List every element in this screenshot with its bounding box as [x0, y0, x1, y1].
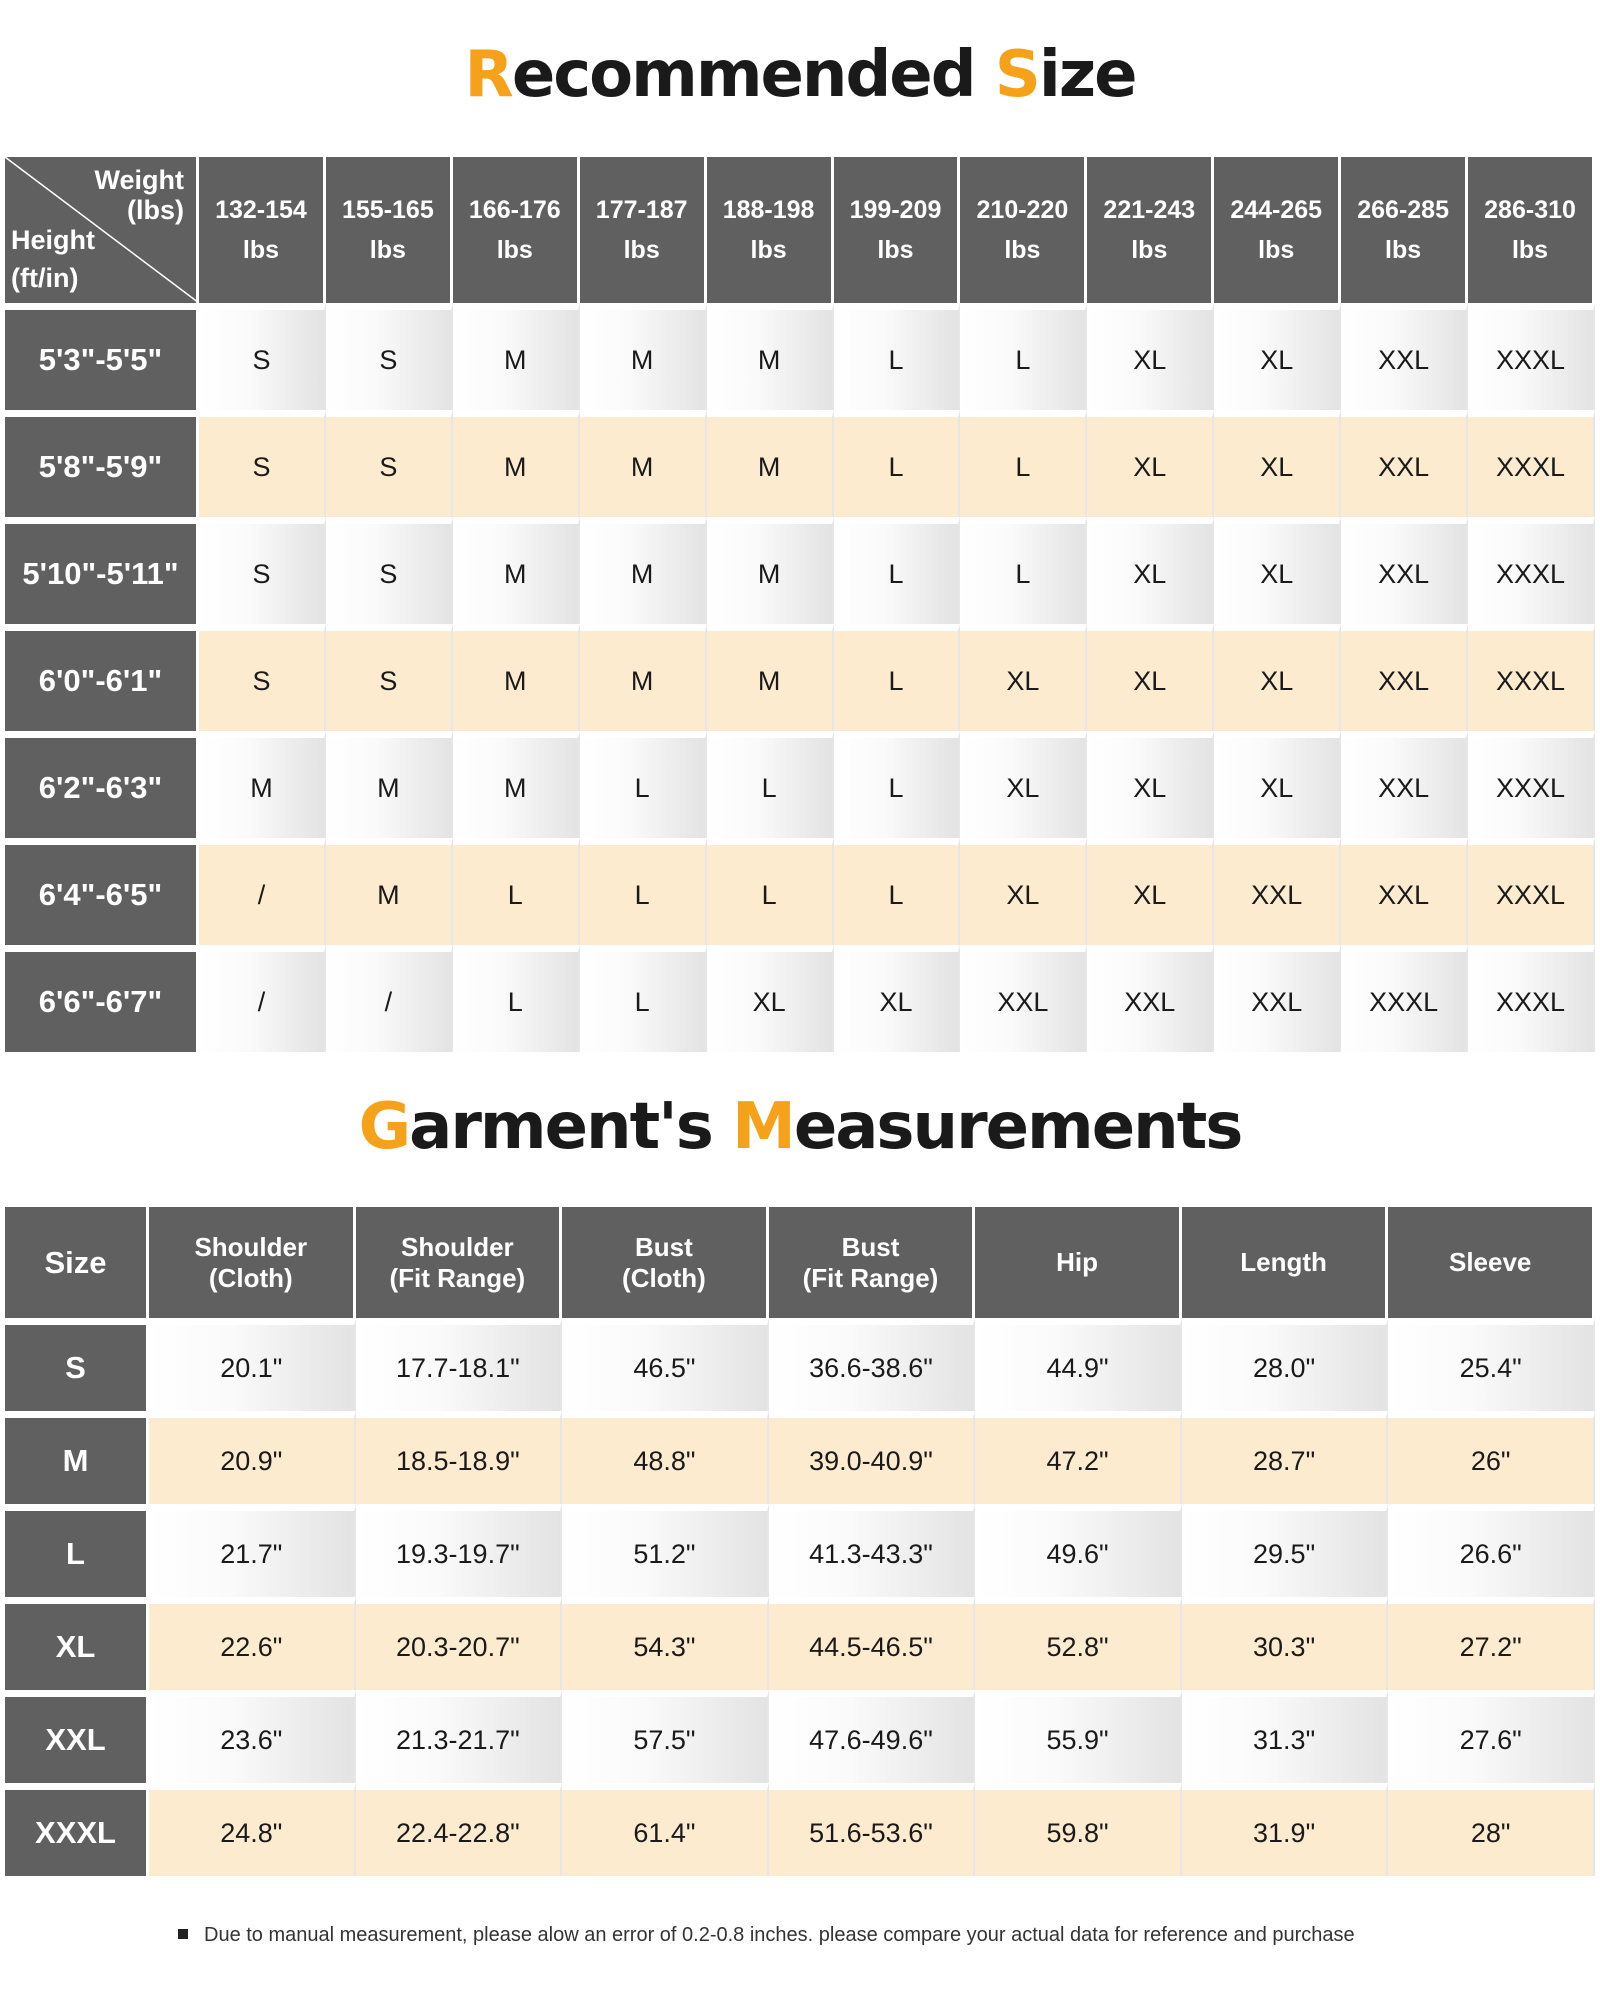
- weight-header-cell: 210-220 lbs: [960, 157, 1087, 303]
- size-cell: L: [834, 731, 961, 838]
- size-cell: XL: [1214, 303, 1341, 410]
- measure-header-cell: Hip: [975, 1207, 1182, 1318]
- size-cell: XXXL: [1468, 303, 1595, 410]
- size-cell: XL: [1087, 517, 1214, 624]
- size-cell: S: [199, 517, 326, 624]
- measure-header-cell: Size: [5, 1207, 149, 1318]
- size-row-header: XXL: [5, 1690, 149, 1783]
- size-cell: XL: [960, 624, 1087, 731]
- measure-table-row: [5, 1783, 1595, 1876]
- measure-header-cell: Shoulder (Cloth): [149, 1207, 356, 1318]
- size-cell: XL: [960, 731, 1087, 838]
- weight-header-cell: 199-209 lbs: [834, 157, 961, 303]
- size-cell: L: [580, 945, 707, 1052]
- measurement-cell: 44.5-46.5": [769, 1597, 976, 1690]
- measurement-cell: 18.5-18.9": [356, 1411, 563, 1504]
- weight-header-cell: 132-154 lbs: [199, 157, 326, 303]
- size-cell: M: [580, 624, 707, 731]
- measurement-cell: 41.3-43.3": [769, 1504, 976, 1597]
- size-cell: M: [326, 838, 453, 945]
- size-cell: XXL: [1214, 945, 1341, 1052]
- size-cell: XXL: [1087, 945, 1214, 1052]
- garment-measurements-title: Garment's Measurements: [358, 1090, 1242, 1164]
- measurement-cell: 31.9": [1182, 1783, 1389, 1876]
- size-cell: M: [453, 517, 580, 624]
- weight-header-cell: 266-285 lbs: [1341, 157, 1468, 303]
- size-cell: XXL: [1341, 303, 1468, 410]
- measure-table-row: [5, 1411, 1595, 1504]
- height-row-header: 5'8"-5'9": [5, 410, 199, 517]
- size-cell: XL: [834, 945, 961, 1052]
- measurement-cell: 28.0": [1182, 1318, 1389, 1411]
- measure-table-row: [5, 1318, 1595, 1411]
- size-cell: /: [199, 945, 326, 1052]
- size-cell: L: [834, 517, 961, 624]
- size-cell: S: [326, 303, 453, 410]
- size-cell: L: [834, 838, 961, 945]
- measurement-cell: 47.6-49.6": [769, 1690, 976, 1783]
- size-cell: XXXL: [1341, 945, 1468, 1052]
- measurement-cell: 39.0-40.9": [769, 1411, 976, 1504]
- measurement-cell: 20.9": [149, 1411, 356, 1504]
- recommended-size-title: Recommended Size: [464, 38, 1136, 112]
- size-row-header: S: [5, 1318, 149, 1411]
- size-cell: S: [326, 517, 453, 624]
- size-cell: M: [580, 410, 707, 517]
- size-cell: XXL: [960, 945, 1087, 1052]
- recommended-size-table: [5, 157, 1595, 1052]
- measurement-cell: 59.8": [975, 1783, 1182, 1876]
- size-row-header: XXXL: [5, 1783, 149, 1876]
- size-cell: M: [453, 303, 580, 410]
- measure-table-row: [5, 1690, 1595, 1783]
- measurement-cell: 21.3-21.7": [356, 1690, 563, 1783]
- height-row-header: 6'4"-6'5": [5, 838, 199, 945]
- size-cell: S: [326, 624, 453, 731]
- size-cell: M: [707, 303, 834, 410]
- size-cell: L: [707, 731, 834, 838]
- size-cell: XXL: [1214, 838, 1341, 945]
- size-cell: M: [580, 517, 707, 624]
- measurement-cell: 51.6-53.6": [769, 1783, 976, 1876]
- size-table-row: [5, 945, 1595, 1052]
- height-row-header: 5'10"-5'11": [5, 517, 199, 624]
- size-cell: XL: [960, 838, 1087, 945]
- measurement-cell: 30.3": [1182, 1597, 1389, 1690]
- size-cell: XXXL: [1468, 731, 1595, 838]
- weight-header-cell: 155-165 lbs: [326, 157, 453, 303]
- size-cell: M: [580, 303, 707, 410]
- size-cell: XL: [1087, 410, 1214, 517]
- measurement-cell: 26": [1388, 1411, 1595, 1504]
- size-cell: XXXL: [1468, 838, 1595, 945]
- size-cell: L: [834, 624, 961, 731]
- size-cell: M: [707, 410, 834, 517]
- size-cell: XL: [1214, 731, 1341, 838]
- measurement-cell: 27.2": [1388, 1597, 1595, 1690]
- size-cell: L: [707, 838, 834, 945]
- size-cell: XXXL: [1468, 517, 1595, 624]
- garment-measurements-table: [5, 1207, 1595, 1876]
- size-cell: XL: [1087, 624, 1214, 731]
- measurement-cell: 17.7-18.1": [356, 1318, 563, 1411]
- size-cell: L: [834, 410, 961, 517]
- size-table-row: [5, 517, 1595, 624]
- measure-table-header-row: [5, 1207, 1595, 1318]
- size-cell: M: [453, 731, 580, 838]
- size-cell: M: [199, 731, 326, 838]
- size-cell: XXL: [1341, 838, 1468, 945]
- weight-header-cell: 188-198 lbs: [707, 157, 834, 303]
- measure-header-cell: Bust (Cloth): [562, 1207, 769, 1318]
- size-cell: S: [199, 303, 326, 410]
- measure-table-row: [5, 1504, 1595, 1597]
- size-cell: XXXL: [1468, 945, 1595, 1052]
- size-table-row: [5, 410, 1595, 517]
- corner-weight-label: Weight (lbs): [94, 165, 184, 225]
- measure-header-cell: Length: [1182, 1207, 1389, 1318]
- size-cell: M: [326, 731, 453, 838]
- size-cell: M: [453, 624, 580, 731]
- size-cell: XXL: [1341, 624, 1468, 731]
- weight-header-cell: 286-310 lbs: [1468, 157, 1595, 303]
- size-cell: XL: [1214, 410, 1341, 517]
- measurement-cell: 48.8": [562, 1411, 769, 1504]
- size-row-header: L: [5, 1504, 149, 1597]
- measurement-cell: 57.5": [562, 1690, 769, 1783]
- measurement-cell: 23.6": [149, 1690, 356, 1783]
- size-cell: XXXL: [1468, 410, 1595, 517]
- size-table-row: [5, 838, 1595, 945]
- weight-header-cell: 221-243 lbs: [1087, 157, 1214, 303]
- size-cell: L: [453, 945, 580, 1052]
- measurement-cell: 22.6": [149, 1597, 356, 1690]
- measurement-cell: 44.9": [975, 1318, 1182, 1411]
- measurement-cell: 20.1": [149, 1318, 356, 1411]
- size-cell: XL: [1087, 838, 1214, 945]
- size-cell: XL: [707, 945, 834, 1052]
- measurement-cell: 52.8": [975, 1597, 1182, 1690]
- size-cell: XL: [1214, 624, 1341, 731]
- measurement-cell: 25.4": [1388, 1318, 1595, 1411]
- measurement-cell: 36.6-38.6": [769, 1318, 976, 1411]
- size-cell: S: [326, 410, 453, 517]
- bullet-square-icon: [178, 1929, 188, 1939]
- measurement-cell: 61.4": [562, 1783, 769, 1876]
- measurement-cell: 24.8": [149, 1783, 356, 1876]
- size-table-row: [5, 731, 1595, 838]
- size-cell: XXXL: [1468, 624, 1595, 731]
- measurement-cell: 26.6": [1388, 1504, 1595, 1597]
- measurement-cell: 28.7": [1182, 1411, 1389, 1504]
- size-cell: L: [580, 731, 707, 838]
- measure-header-cell: Sleeve: [1388, 1207, 1595, 1318]
- size-cell: XL: [1087, 303, 1214, 410]
- measure-header-cell: Shoulder (Fit Range): [356, 1207, 563, 1318]
- size-cell: L: [960, 517, 1087, 624]
- measurement-cell: 20.3-20.7": [356, 1597, 563, 1690]
- weight-header-cell: 177-187 lbs: [580, 157, 707, 303]
- measurement-cell: 46.5": [562, 1318, 769, 1411]
- size-cell: L: [960, 410, 1087, 517]
- height-row-header: 6'6"-6'7": [5, 945, 199, 1052]
- size-cell: S: [199, 624, 326, 731]
- measurement-cell: 49.6": [975, 1504, 1182, 1597]
- corner-height-label: Height (ft/in): [11, 225, 95, 293]
- size-cell: L: [834, 303, 961, 410]
- size-cell: S: [199, 410, 326, 517]
- size-cell: XL: [1214, 517, 1341, 624]
- measurement-cell: 54.3": [562, 1597, 769, 1690]
- measurement-cell: 47.2": [975, 1411, 1182, 1504]
- size-cell: XXL: [1341, 517, 1468, 624]
- size-table-row: [5, 624, 1595, 731]
- measurement-cell: 22.4-22.8": [356, 1783, 563, 1876]
- height-row-header: 5'3"-5'5": [5, 303, 199, 410]
- size-cell: M: [707, 624, 834, 731]
- size-cell: M: [707, 517, 834, 624]
- size-row-header: M: [5, 1411, 149, 1504]
- height-row-header: 6'0"-6'1": [5, 624, 199, 731]
- measurement-cell: 21.7": [149, 1504, 356, 1597]
- size-row-header: XL: [5, 1597, 149, 1690]
- height-row-header: 6'2"-6'3": [5, 731, 199, 838]
- measurement-cell: 29.5": [1182, 1504, 1389, 1597]
- measurement-cell: 27.6": [1388, 1690, 1595, 1783]
- weight-header-cell: 244-265 lbs: [1214, 157, 1341, 303]
- size-cell: L: [453, 838, 580, 945]
- measurement-cell: 28": [1388, 1783, 1595, 1876]
- measurement-cell: 19.3-19.7": [356, 1504, 563, 1597]
- measure-header-cell: Bust (Fit Range): [769, 1207, 976, 1318]
- measurement-note: Due to manual measurement, please alow an error of 0.2-0.8 inches. please compare your actual data for reference and purchase: [178, 1924, 1355, 1947]
- measure-table-row: [5, 1597, 1595, 1690]
- size-table-row: [5, 303, 1595, 410]
- size-cell: M: [453, 410, 580, 517]
- corner-header-cell: [5, 157, 199, 303]
- size-cell: XXL: [1341, 410, 1468, 517]
- size-cell: L: [580, 838, 707, 945]
- measurement-cell: 31.3": [1182, 1690, 1389, 1783]
- measurement-cell: 55.9": [975, 1690, 1182, 1783]
- weight-header-cell: 166-176 lbs: [453, 157, 580, 303]
- size-cell: L: [960, 303, 1087, 410]
- size-cell: /: [326, 945, 453, 1052]
- size-table-header-row: [5, 157, 1595, 303]
- measurement-cell: 51.2": [562, 1504, 769, 1597]
- size-cell: /: [199, 838, 326, 945]
- size-cell: XXL: [1341, 731, 1468, 838]
- size-cell: XL: [1087, 731, 1214, 838]
